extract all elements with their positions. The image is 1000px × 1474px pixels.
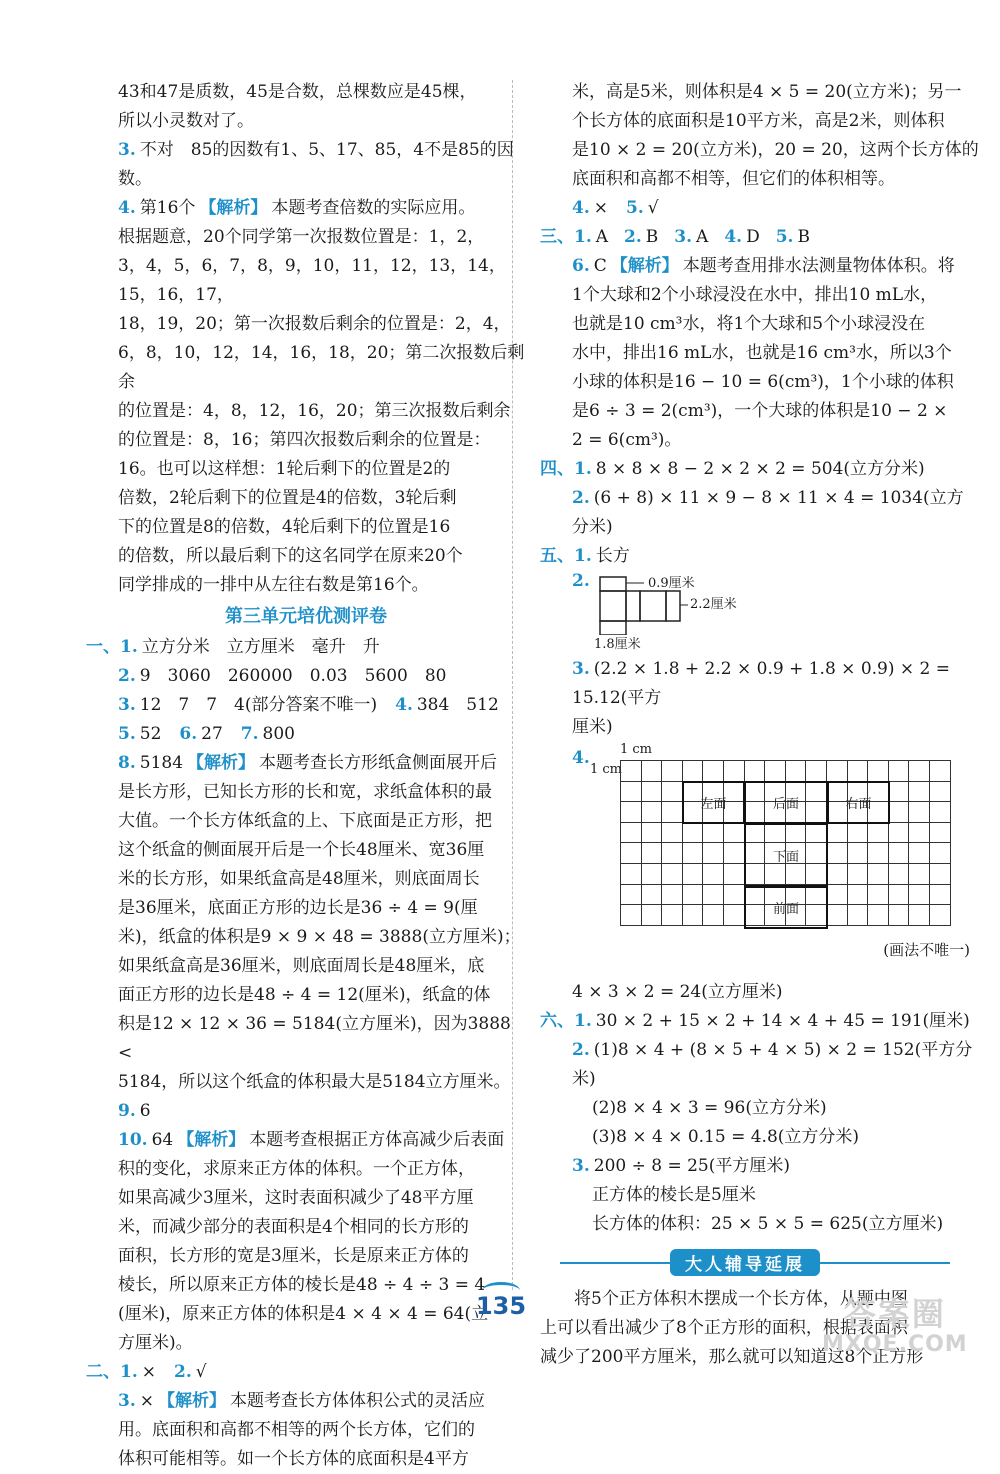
answer-head: × [139, 1391, 154, 1411]
grid-cell [703, 885, 724, 906]
grid-cell [683, 905, 704, 926]
question-number: 2. [174, 1362, 192, 1382]
grid-cell [889, 864, 910, 885]
grid-cell [827, 864, 848, 885]
text-line: 面正方形的边长是48 ÷ 4 = 12(厘米)，纸盒的体 [118, 985, 491, 1005]
grid-cell [930, 802, 951, 823]
answer-text: 本题考查倍数的实际应用。 [271, 198, 476, 218]
section-1-q5-q7 [86, 720, 526, 749]
text-line: 体积可能相等。如一个长方体的底面积是4平方 [118, 1449, 469, 1469]
grid-cell [889, 782, 910, 803]
question-number: 4. [395, 695, 413, 715]
text-line: 6，8，10，12，14，16，18，20；第二次报数后剩余 [118, 343, 525, 392]
question-number: 2. [572, 571, 590, 591]
question-number: 2. [624, 227, 642, 247]
face-left: 左面 [682, 781, 745, 824]
section-4-q2 [540, 484, 980, 542]
grid-cell [909, 905, 930, 926]
grid-cell [848, 885, 869, 906]
question-number: 4. [572, 748, 590, 768]
grid-cell [930, 761, 951, 782]
analysis-tag: 【解析】 [610, 256, 679, 276]
answer-text: 800 [262, 724, 295, 744]
analysis-lines [86, 223, 526, 600]
answer-text: 200 ÷ 8 = 25(平方厘米) [593, 1156, 791, 1176]
grid-cell [662, 823, 683, 844]
text-line: 个长方体的底面积是10平方米，高是2米，则体积 [572, 111, 945, 131]
answer-text: 9 3060 260000 0.03 5600 80 [139, 666, 447, 686]
text-line: 米，高是5米，则体积是4 × 5 = 20(立方米)；另一 [572, 82, 962, 102]
grid-cell [889, 843, 910, 864]
grid-cell [909, 885, 930, 906]
grid-cell [889, 905, 910, 926]
grid-cell [703, 761, 724, 782]
question-number: 1. [574, 1011, 592, 1031]
grid-cell [909, 782, 930, 803]
unit-title: 第三单元培优测评卷 [225, 606, 387, 627]
question-number: 10. [118, 1130, 148, 1150]
text-line: 底面积和高都不相等，但它们的体积相等。 [572, 169, 895, 189]
grid-figure [540, 742, 980, 972]
grid-cell [662, 802, 683, 823]
watermark [822, 1296, 968, 1358]
grid-cell [930, 864, 951, 885]
grid-cell [662, 761, 683, 782]
analysis-tag: 【解析】 [177, 1130, 246, 1150]
grid-unit-label: 1 cm [620, 742, 653, 757]
grid-cell [930, 823, 951, 844]
section-5-q1 [540, 542, 980, 571]
text-line: 将5个正方体积木摆成一个长方体，从题中图 [540, 1289, 908, 1309]
text-line: 米)，纸盒的体积是9 × 9 × 48 = 3888(立方厘米)； [118, 927, 521, 947]
grid-cell [662, 782, 683, 803]
text-line: 小球的体积是16 − 10 = 6(cm³)，1个小球的体积 [572, 372, 954, 392]
question-number: 2. [118, 666, 136, 686]
text-line: 这个纸盒的侧面展开后是一个长48厘米、宽36厘 [118, 840, 485, 860]
grid-cell [868, 864, 889, 885]
text-line: 正方体的棱长是5厘米 [592, 1185, 756, 1205]
grid-cell [868, 823, 889, 844]
question-number: 5. [626, 198, 644, 218]
section-label: 四、 [540, 459, 574, 479]
analysis-tag: 【解析】 [158, 1391, 226, 1411]
section-3-choices [540, 223, 980, 252]
grid-cell [621, 823, 642, 844]
text-line: (2)8 × 4 × 3 = 96(立方分米) [592, 1098, 827, 1118]
answer-text: 立方分米 立方厘米 毫升 升 [141, 637, 380, 657]
answer-text: 6 [139, 1101, 151, 1121]
section-2-q1-q2 [86, 1358, 526, 1387]
section-6-q2 [540, 1036, 980, 1094]
grid-cell [683, 761, 704, 782]
text-line: 面积，长方形的宽是3厘米，长是原来正方体的 [118, 1246, 469, 1266]
grid-cell [621, 802, 642, 823]
analysis-lines [86, 1155, 526, 1358]
grid-cell [621, 761, 642, 782]
question-number: 3. [118, 140, 136, 160]
question-number: 3. [572, 1156, 590, 1176]
section-label: 二、 [86, 1362, 120, 1382]
grid-cell [827, 823, 848, 844]
grid-cell [930, 905, 951, 926]
text-line: 43和47是质数，45是合数，总棵数应是45棵， [118, 82, 477, 102]
grid-cell [930, 885, 951, 906]
banner-rule [820, 1262, 950, 1264]
analysis-lines [540, 78, 980, 194]
page-number-decoration [482, 1282, 520, 1299]
analysis-lines [86, 778, 526, 1097]
section-label: 三、 [540, 227, 574, 247]
grid-cell [909, 843, 930, 864]
question-number: 1. [574, 459, 592, 479]
analysis-tag: 【解析】 [187, 753, 256, 773]
text-line: (3)8 × 4 × 0.15 = 4.8(立方分米) [592, 1127, 860, 1147]
answer-text: (1)8 × 4 + (8 × 5 + 4 × 5) × 2 = 152(平方分米) [572, 1040, 973, 1089]
answer-text: 12 7 7 4(部分答案不唯一) [139, 695, 378, 715]
dimension-label: 2.2厘米 [690, 597, 737, 612]
grid-cell [868, 885, 889, 906]
choice-answer: A [595, 227, 609, 247]
answer-text: 30 × 2 + 15 × 2 + 14 × 4 + 45 = 191(厘米) [595, 1011, 970, 1031]
text-line: 的倍数，所以最后剩下的这名同学在原来20个 [118, 546, 463, 566]
question-number: 1. [574, 546, 592, 566]
grid-cell [703, 823, 724, 844]
grid-cell [848, 864, 869, 885]
choice-answer: A [696, 227, 709, 247]
text-line: 是长方形，已知长方形的长和宽，求纸盒体积的最 [118, 782, 492, 802]
watermark-text: 答案圈 [843, 1295, 946, 1333]
analysis-lines [86, 1416, 526, 1474]
grid-cell [683, 864, 704, 885]
grid-cell [724, 885, 745, 906]
unfolded-box-figure [540, 571, 980, 655]
section-6-q1 [540, 1007, 980, 1036]
grid-cell [621, 905, 642, 926]
grid-cell [889, 802, 910, 823]
analysis-lines [540, 281, 980, 455]
question-number: 5. [775, 227, 794, 247]
section-1-q8 [86, 749, 526, 778]
question-number: 4. [572, 198, 590, 218]
text-line: 是6 ÷ 3 = 2(cm³)，一个大球的体积是10 − 2 × [572, 401, 948, 421]
answer-text: (6 + 8) × 11 × 9 − 8 × 11 × 4 = 1034(立方分米) [572, 488, 964, 537]
question-number: 2. [572, 1040, 590, 1060]
text-line: 5184，所以这个纸盒的体积最大是5184立方厘米。 [118, 1072, 511, 1092]
section-1-q9 [86, 1097, 526, 1126]
answer-text: 本题考查长方形纸盒侧面展开后 [259, 753, 498, 773]
text-line: 积的变化，求原来正方体的体积。一个正方体， [118, 1159, 475, 1179]
answer-text: 8 × 8 × 8 − 2 × 2 × 2 = 504(立方分米) [595, 459, 925, 479]
answer-text: 不对 85的因数有1、5、17、85，4不是85的因数。 [118, 140, 514, 189]
grid-cell [909, 802, 930, 823]
grid-cell [724, 905, 745, 926]
banner-rule [560, 1262, 670, 1264]
grid-cell [930, 782, 951, 803]
grid-cell [889, 823, 910, 844]
question-number: 3. [674, 227, 693, 247]
grid-cell [724, 843, 745, 864]
text-line: 3，4，5，6，7，8，9，10，11，12，13，14，15，16，17， [118, 256, 506, 305]
grid-cell [683, 823, 704, 844]
answer-text: 本题考查长方体体积公式的灵活应 [230, 1391, 485, 1411]
answer-text: 本题考查用排水法测量物体体积。将 [682, 256, 955, 276]
text-line: 18，19，20；第一次报数后剩余的位置是：2，4， [118, 314, 511, 334]
right-column [540, 78, 980, 1372]
dimension-label: 1.8厘米 [594, 637, 641, 652]
section-6-q3 [540, 1152, 980, 1181]
section-1-q1 [86, 633, 526, 662]
question-number: 9. [118, 1101, 136, 1121]
text-line: 米的长方形，如果纸盒高是48厘米，则底面周长 [118, 869, 480, 889]
question-number: 1. [574, 227, 592, 247]
text-line: 水中，排出16 mL水，也就是16 cm³水，所以3个 [572, 343, 952, 363]
extension-banner [540, 1247, 980, 1279]
choice-answer: B [797, 227, 810, 247]
question-number: 3. [118, 695, 136, 715]
text-line: 是36厘米，底面正方形的边长是36 ÷ 4 = 9(厘 [118, 898, 478, 918]
face-front: 前面 [744, 886, 828, 929]
grid-cell [909, 864, 930, 885]
answer-text: 27 [201, 724, 223, 744]
text-line: 下的位置是8的倍数，4轮后剩下的位置是16 [118, 517, 451, 537]
text-line: 根据题意，20个同学第一次报数位置是：1，2， [118, 227, 485, 247]
grid-cell [683, 843, 704, 864]
watermark-url: MXQE.COM [822, 1332, 968, 1357]
grid-cell [868, 905, 889, 926]
grid-cell [889, 761, 910, 782]
question-number: 8. [118, 753, 136, 773]
text-line: 棱长，所以原来正方体的棱长是48 ÷ 4 ÷ 3 = 4 [118, 1275, 486, 1295]
text-line: 的位置是：4，8，12，16，20；第三次报数后剩余 [118, 401, 511, 421]
text-line: 大值。一个长方体纸盒的上、下底面是正方形，把 [118, 811, 492, 831]
text-line: 长方体的体积：25 × 5 × 5 = 625(立方厘米) [592, 1214, 944, 1234]
grid-cell [642, 843, 663, 864]
answer-4 [86, 194, 526, 223]
question-number: 6. [179, 724, 198, 744]
question-number: 4. [724, 227, 743, 247]
page-number [474, 1284, 528, 1328]
choice-answer: D [746, 227, 760, 247]
section-1-q3-q4 [86, 691, 526, 720]
grid-cell [621, 782, 642, 803]
choice-list [574, 227, 826, 247]
grid-unit-label: 1 cm [590, 762, 623, 777]
section-label: 六、 [540, 1011, 574, 1031]
grid-cell [621, 864, 642, 885]
left-column [86, 78, 526, 1474]
grid-cell [724, 864, 745, 885]
text-line: 所以小灵数对了。 [118, 111, 254, 131]
page-number-text: 135 [475, 1292, 527, 1320]
choice-answer: B [645, 227, 659, 247]
text-line: 米，而减少部分的表面积是4个相同的长方形的 [118, 1217, 469, 1237]
grid-note: (画法不唯一) [883, 941, 970, 959]
grid-cell [642, 761, 663, 782]
question-number: 6. [572, 256, 590, 276]
grid-cell [642, 823, 663, 844]
banner-title: 大人辅导延展 [670, 1249, 820, 1276]
grid-cell [703, 843, 724, 864]
question-number: 4. [118, 198, 136, 218]
grid-cell [909, 761, 930, 782]
grid-cell [724, 761, 745, 782]
text-line: 的位置是：8，16；第四次报数后剩余的位置是： [118, 430, 491, 450]
text-line: 减少了200平方厘米，那么就可以知道这8个正方形 [540, 1347, 924, 1367]
answer-head: 64 [151, 1130, 174, 1150]
grid-cell [909, 823, 930, 844]
text-line: (厘米)，原来正方体的体积是4 × 4 × 4 = 64(立 [118, 1304, 489, 1324]
text-line: 2 = 6(cm³)。 [572, 430, 682, 450]
face-back: 后面 [744, 781, 828, 824]
question-number: 3. [572, 659, 590, 679]
grid-cell [621, 885, 642, 906]
grid-cell [848, 823, 869, 844]
grid-cell [642, 864, 663, 885]
grid-cell [642, 782, 663, 803]
answer-text: × [593, 198, 608, 218]
grid-cell [827, 761, 848, 782]
analysis-tag: 【解析】 [199, 198, 268, 218]
grid-cell [765, 761, 786, 782]
answer-text: 长方 [595, 546, 630, 566]
grid-cell [683, 885, 704, 906]
grid-cell [703, 864, 724, 885]
grid-cell [827, 905, 848, 926]
grid-cell [724, 823, 745, 844]
grid-cell [868, 761, 889, 782]
grid-cell [662, 905, 683, 926]
answer-3 [86, 136, 526, 194]
grid-cell [806, 761, 827, 782]
question-number: 7. [240, 724, 259, 744]
answer-text: × [141, 1362, 156, 1382]
answer-text: 本题考查根据正方体高减少后表面 [249, 1130, 505, 1150]
question-number: 5. [118, 724, 136, 744]
section-3-q6 [540, 252, 980, 281]
grid-cell [642, 905, 663, 926]
answer-text: √ [647, 198, 659, 218]
grid-cell [827, 843, 848, 864]
grid-cell [662, 864, 683, 885]
section-2-q4-q5 [540, 194, 980, 223]
dimension-label: 0.9厘米 [648, 576, 695, 591]
text-line: 上可以看出减少了8个正方形的面积，根据表面积 [540, 1318, 908, 1338]
grid-cell [827, 885, 848, 906]
text-line: 16。也可以这样想：1轮后剩下的位置是2的 [118, 459, 451, 479]
question-number: 3. [118, 1391, 136, 1411]
text-line: 如果纸盒高是36厘米，则底面周长是48厘米，底 [118, 956, 485, 976]
answer-head: 第16个 [139, 198, 196, 218]
answer-text: (2.2 × 1.8 + 2.2 × 0.9 + 1.8 × 0.9) × 2 = 15.12(平方 [572, 659, 951, 708]
text-line: 也就是10 cm³水，将1个大球和5个小球浸没在 [572, 314, 926, 334]
question-number: 2. [572, 488, 590, 508]
section-label: 五、 [540, 546, 574, 566]
text-line: 用。底面积和高都不相等的两个长方体，它们的 [118, 1420, 475, 1440]
answer-head: C [593, 256, 607, 276]
text-line: 厘米) [572, 717, 613, 737]
section-5-q3 [540, 655, 980, 713]
text-line: 积是12 × 12 × 36 = 5184(立方厘米)，因为3888 < [118, 1014, 511, 1063]
grid-cell [662, 843, 683, 864]
grid-cell [848, 843, 869, 864]
grid-cell [889, 885, 910, 906]
grid-cell [786, 761, 807, 782]
grid-cell [868, 843, 889, 864]
grid-cell [745, 761, 766, 782]
grid-cell [848, 905, 869, 926]
answer-text: √ [195, 1362, 207, 1382]
text-line: 是10 × 2 = 20(立方米)，20 = 20，这两个长方体的 [572, 140, 979, 160]
answer-text: 52 [139, 724, 162, 744]
face-right: 右面 [827, 781, 890, 824]
question-number: 1. [120, 1362, 138, 1382]
section-1-q2 [86, 662, 526, 691]
grid-cell [642, 885, 663, 906]
text-line: 4 × 3 × 2 = 24(立方厘米) [572, 982, 783, 1002]
text-line: 同学排成的一排中从左往右数是第16个。 [118, 575, 429, 595]
grid-cell [662, 885, 683, 906]
grid-cell [848, 761, 869, 782]
answer-head: 5184 [139, 753, 184, 773]
section-label: 一、 [86, 637, 120, 657]
grid-cell [930, 843, 951, 864]
text-line: 如果高减少3厘米，这时表面积减少了48平方厘 [118, 1188, 474, 1208]
text-line: 方厘米)。 [118, 1333, 193, 1353]
section-2-q3 [86, 1387, 526, 1416]
grid-cell [642, 802, 663, 823]
face-bottom: 下面 [744, 823, 828, 887]
section-1-q10 [86, 1126, 526, 1155]
text-line: 倍数，2轮后剩下的位置是4的倍数，3轮后剩 [118, 488, 457, 508]
answer-text: 384 512 [416, 695, 499, 715]
section-4-q1 [540, 455, 980, 484]
grid-cell [621, 843, 642, 864]
grid-cell [703, 905, 724, 926]
question-number: 1. [120, 637, 138, 657]
text-line: 1个大球和2个小球浸没在水中，排出10 mL水， [572, 285, 938, 305]
